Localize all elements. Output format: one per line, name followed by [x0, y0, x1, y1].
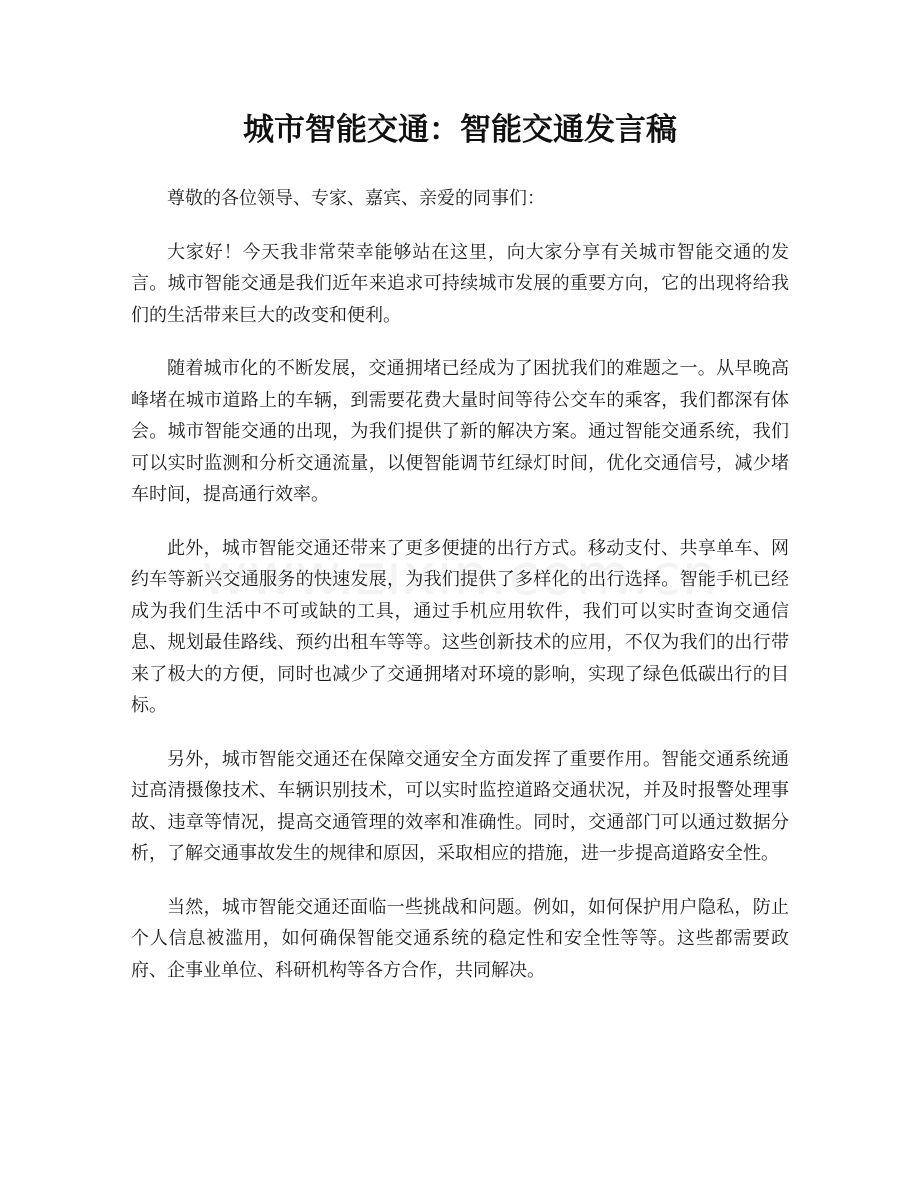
document-body [131, 183, 789, 1008]
body-paragraph: 大家好！今天我非常荣幸能够站在这里，向大家分享有关城市智能交通的发言。城市智能交通是我们近年来追求可持续城市发展的重要方向，它的出现将给我们的生活带来巨大的改变和便利。 [131, 241, 789, 326]
body-paragraph: 另外，城市智能交通还在保障交通安全方面发挥了重要作用。智能交通系统通过高清摄像技术、车辆识别技术，可以实时监控道路交通状况，并及时报警处理事故、违章等情况，提高交通管理的效率和准确性。同时，交通部门可以通过数据分析，了解交通事故发生的规律和原因，采取相应的措施，进一步提高道路安全性。 [131, 748, 789, 864]
page-title: 城市智能交通：智能交通发言稿 [243, 112, 677, 148]
body-paragraph: 随着城市化的不断发展，交通拥堵已经成为了困扰我们的难题之一。从早晚高峰堵在城市道路上的车辆，到需要花费大量时间等待公交车的乘客，我们都深有体会。城市智能交通的出现，为我们提供了新的解决方案。通过智能交通系统，我们可以实时监测和分析交通流量，以便智能调节红绿灯时间，优化交通信号，减少堵车时间，提高通行效率。 [131, 358, 789, 505]
body-paragraph: 当然，城市智能交通还面临一些挑战和问题。例如，如何保护用户隐私，防止个人信息被滥用，如何确保智能交通系统的稳定性和安全性等等。这些都需要政府、企事业单位、科研机构等各方合作，共同解决。 [131, 896, 789, 981]
salutation-paragraph: 尊敬的各位领导、专家、嘉宾、亲爱的同事们： [167, 188, 545, 209]
body-paragraph: 此外，城市智能交通还带来了更多便捷的出行方式。移动支付、共享单车、网约车等新兴交通服务的快速发展，为我们提供了多样化的出行选择。智能手机已经成为我们生活中不可或缺的工具，通过手机应用软件，我们可以实时查询交通信息、规划最佳路线、预约出租车等等。这些创新技术的应用，不仅为我们的出行带来了极大的方便，同时也减少了交通拥堵对环境的影响，实现了绿色低碳出行的目标。 [131, 537, 789, 716]
